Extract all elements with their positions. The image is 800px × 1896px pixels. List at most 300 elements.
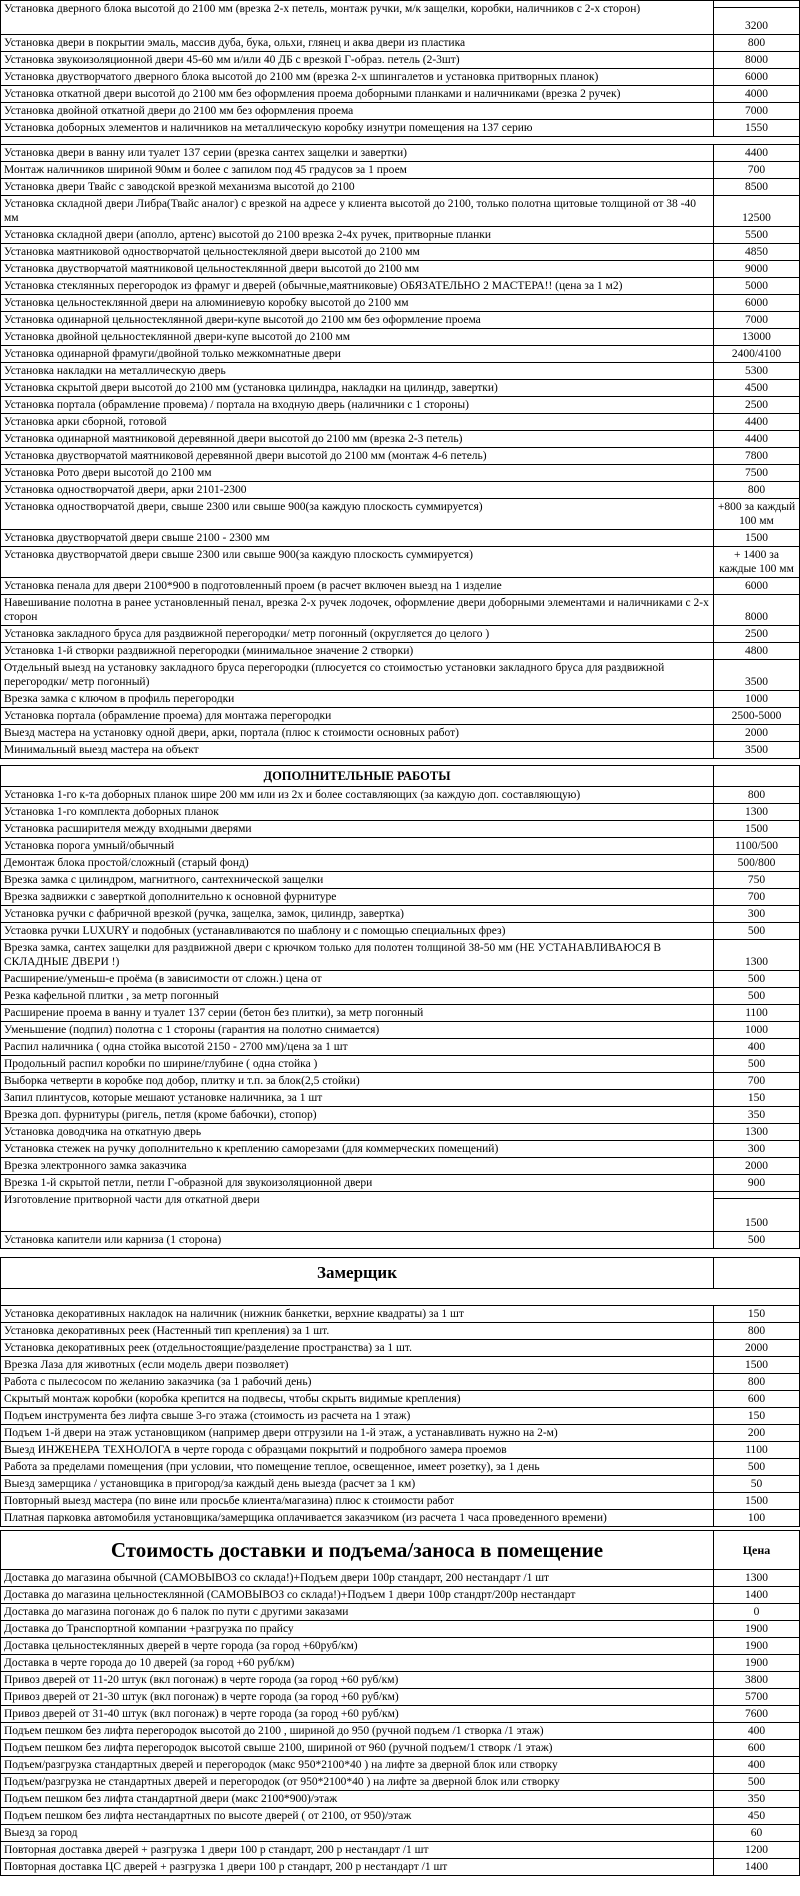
price-value: 300 [747, 1143, 766, 1155]
price-cell [714, 1232, 799, 1248]
price-value: 2400/4100 [731, 348, 782, 360]
section-delivery [0, 1530, 800, 1876]
service-description: Врезка Лаза для животных (если модель двери позволяет) [1, 1357, 714, 1373]
price-value: 5000 [745, 280, 768, 292]
price-cell [714, 821, 799, 837]
price-value: 2000 [745, 1342, 768, 1354]
price-cell [714, 312, 799, 328]
table-row [0, 1757, 800, 1774]
price-cell [714, 1425, 799, 1441]
section-header-measurer [0, 1258, 800, 1289]
table-row [0, 1158, 800, 1175]
price-cell [714, 278, 799, 294]
price-cell [714, 595, 799, 625]
table-row [0, 227, 800, 244]
price-value: 2500-5000 [731, 710, 782, 722]
table-row [0, 145, 800, 162]
price-value: 800 [747, 789, 766, 801]
table-row [0, 708, 800, 725]
price-value: 2000 [745, 727, 768, 739]
price-value: 1550 [745, 122, 768, 134]
table-row [0, 295, 800, 312]
service-description: Установка декоративных накладок на наличник (нижник банкетки, верхние квадраты) за 1 шт [1, 1306, 714, 1322]
price-cell [714, 971, 799, 987]
price-value: 1100 [745, 1444, 768, 1456]
price-value: 500 [747, 1776, 766, 1788]
table-row [0, 346, 800, 363]
price-cell [714, 1476, 799, 1492]
table-row [0, 35, 800, 52]
price-cell [714, 725, 799, 741]
table-row [0, 1859, 800, 1876]
price-value: 700 [747, 1075, 766, 1087]
price-cell [714, 1808, 799, 1824]
service-description: Подъем/разгрузка не стандартных дверей и перегородок (от 950*2100*40 ) на лифте за дверной блок или створку [1, 1774, 714, 1790]
price-cell [714, 227, 799, 243]
table-row [0, 1323, 800, 1340]
price-value: 1200 [745, 1844, 768, 1856]
service-description: Установка складной двери Либра(Твайс аналог) с врезкой на адресе у клиента высотой до 2100, только полотна щитовые толщиной от 38 -40 мм [1, 196, 714, 226]
service-description: Уменьшение (подпил) полотна с 1 стороны (гарантия на полотно снимается) [1, 1022, 714, 1038]
service-description: Платная парковка автомобиля установщика/замерщика оплачивается заказчиком (из расчета 1 часа проведенного времени) [1, 1510, 714, 1526]
table-row [0, 1510, 800, 1527]
service-description: Установка цельностеклянной двери на алюминиевую коробку высотой до 2100 мм [1, 295, 714, 311]
price-cell [714, 448, 799, 464]
price-value: 8500 [745, 181, 768, 193]
table-row [0, 1638, 800, 1655]
price-cell [714, 499, 799, 529]
price-value: 500 [747, 973, 766, 985]
service-description: Установка двери Твайс с заводской врезкой механизма высотой до 2100 [1, 179, 714, 195]
price-value: 350 [747, 1793, 766, 1805]
price-value: 7500 [745, 467, 768, 479]
price-cell [714, 1141, 799, 1157]
service-description: Установка портала (обрамление проема) для монтажа перегородки [1, 708, 714, 724]
price-cell [714, 1706, 799, 1722]
price-cell [714, 363, 799, 379]
table-row [0, 1141, 800, 1158]
price-value: 500 [747, 990, 766, 1002]
price-value: 3800 [745, 1674, 768, 1686]
price-cell [714, 295, 799, 311]
price-cell [714, 346, 799, 362]
service-description: Продольный распил коробки по ширине/глубине ( одна стойка ) [1, 1056, 714, 1072]
table-row [0, 1493, 800, 1510]
table-row [0, 1374, 800, 1391]
price-cell [714, 988, 799, 1004]
service-description: Привоз дверей от 31-40 штук (вкл погонаж) в черте города (за город +60 руб/км) [1, 1706, 714, 1722]
price-cell [714, 1723, 799, 1739]
price-value: 150 [747, 1410, 766, 1422]
price-cell [714, 103, 799, 119]
price-cell [714, 1442, 799, 1458]
price-value: 200 [747, 1427, 766, 1439]
service-description: Доставка до магазина обычной (САМОВЫВОЗ со склада!)+Подъем двери 100р стандарт, 200 нестандарт /1 шт [1, 1570, 714, 1586]
table-row [0, 1689, 800, 1706]
table-row [0, 855, 800, 872]
service-description: Работа с пылесосом по желанию заказчика (за 1 рабочий день) [1, 1374, 714, 1390]
table-row [0, 1706, 800, 1723]
price-cell [714, 1056, 799, 1072]
service-description: Подъем пешком без лифта перегородок высотой до 2100 , шириной до 950 (ручной подъем /1 створка /1 этаж) [1, 1723, 714, 1739]
price-cell [714, 1510, 799, 1526]
table-row [0, 196, 800, 227]
price-cell [714, 1374, 799, 1390]
table-row [0, 547, 800, 578]
price-value: 1000 [745, 693, 768, 705]
price-value: 150 [747, 1308, 766, 1320]
price-cell [714, 35, 799, 51]
service-description: Установка скрытой двери высотой до 2100 мм (установка цилиндра, накладки на цилиндр, завертки) [1, 380, 714, 396]
table-row [0, 804, 800, 821]
service-description: Доставка в черте города до 10 дверей (за город +60 руб/км) [1, 1655, 714, 1671]
table-row [0, 821, 800, 838]
service-description: Подъем пешком без лифта стандартной двери (макс 2100*900)/этаж [1, 1791, 714, 1807]
price-value: 1000 [745, 1024, 768, 1036]
service-description: Установка расширителя между входными дверями [1, 821, 714, 837]
service-description: Установка доборных элементов и наличников на металлическую коробку изнутри помещения на 137 серию [1, 120, 714, 136]
section-main [0, 0, 800, 759]
price-value: 300 [747, 908, 766, 920]
price-cell [714, 1192, 799, 1231]
price-cell [714, 1859, 799, 1875]
price-cell [714, 643, 799, 659]
service-description: Расширение проема в ванну и туалет 137 серии (бетон без плитки), за метр погонный [1, 1005, 714, 1021]
price-cell [714, 804, 799, 820]
price-cell [714, 1090, 799, 1106]
service-description: Установка дверного блока высотой до 2100 мм (врезка 2-х петель, монтаж ручки, м/к защелки, коробки, наличников с 2-х сторон) [1, 1, 714, 34]
service-description: Выезд за город [1, 1825, 714, 1841]
table-row [0, 1672, 800, 1689]
price-value: 1300 [745, 1126, 768, 1138]
table-row [0, 329, 800, 346]
price-value: 9000 [745, 263, 768, 275]
price-value: 7000 [745, 314, 768, 326]
service-description: Минимальный выезд мастера на объект [1, 742, 714, 758]
service-description: Повторная доставка дверей + разгрузка 1 двери 100 р стандарт, 200 р нестандарт /1 шт [1, 1842, 714, 1858]
price-cell [714, 1587, 799, 1603]
price-cell [714, 578, 799, 594]
price-value: 8000 [745, 611, 768, 623]
table-row [0, 1825, 800, 1842]
service-description: Установка декоративных реек (отдельностоящие/разделение пространства) за 1 шт. [1, 1340, 714, 1356]
price-value: 400 [747, 1759, 766, 1771]
table-row [0, 1192, 800, 1232]
price-value: 6000 [745, 71, 768, 83]
table-row [0, 578, 800, 595]
service-description: Монтаж наличников шириной 90мм и более с запилом под 45 градусов за 1 проем [1, 162, 714, 178]
price-value: 1400 [745, 1589, 768, 1601]
table-row [0, 1808, 800, 1825]
service-description: Доставка цельностеклянных дверей в черте города (за город +60руб/км) [1, 1638, 714, 1654]
service-description: Установка двустворчатого дверного блока высотой до 2100 мм (врезка 2-х шпингалетов и установка притворных планок) [1, 69, 714, 85]
service-description: Установка двустворчатой двери свыше 2300 или свыше 900(за каждую плоскость суммируется) [1, 547, 714, 577]
table-row [0, 660, 800, 691]
price-cell [714, 708, 799, 724]
table-row [0, 787, 800, 804]
price-cell [714, 120, 799, 136]
price-value: 8000 [745, 54, 768, 66]
service-description: Установка одностворчатой двери, свыше 2300 или свыше 900(за каждую плоскость суммируется) [1, 499, 714, 529]
price-value: 7600 [745, 1708, 768, 1720]
table-row [0, 988, 800, 1005]
table-row [0, 691, 800, 708]
table-row [0, 179, 800, 196]
service-description: Установка капители или карниза (1 сторона) [1, 1232, 714, 1248]
table-row [0, 742, 800, 759]
service-description: Установка одинарной фрамуги/двойной только межкомнатные двери [1, 346, 714, 362]
price-cell [714, 1570, 799, 1586]
service-description: Повторная доставка ЦС дверей + разгрузка 1 двери 100 р стандарт, 200 р нестандарт /1 шт [1, 1859, 714, 1875]
price-value: 1300 [745, 1572, 768, 1584]
price-cell [714, 162, 799, 178]
table-row [0, 1655, 800, 1672]
service-description: Подъем 1-й двери на этаж установщиком (например двери отгрузили на 1-й этаж, а устанавливать нужно на 2-м) [1, 1425, 714, 1441]
price-value: 1500 [745, 1495, 768, 1507]
table-row [0, 431, 800, 448]
table-row [0, 1476, 800, 1493]
price-cell [714, 1408, 799, 1424]
price-cell [714, 1825, 799, 1841]
service-description: Установка пенала для двери 2100*900 в подготовленный проем (в расчет включен выезд на 1 изделие [1, 578, 714, 594]
table-row [0, 1774, 800, 1791]
price-cell [714, 1638, 799, 1654]
service-description: Установка декоративных реек (Настенный тип крепления) за 1 шт. [1, 1323, 714, 1339]
table-row [0, 1039, 800, 1056]
table-row [0, 380, 800, 397]
service-description: Устаовка ручки LUXURY и подобных (устанавливаются по шаблону и с помощью специальных фрез) [1, 923, 714, 939]
service-description: Работа за пределами помещения (при условии, что помещение теплое, освещенное, имеет розетку), за 1 день [1, 1459, 714, 1475]
price-cell [714, 1493, 799, 1509]
price-value: 900 [747, 1177, 766, 1189]
service-description: Врезка замка с цилиндром, магнитного, сантехнической защелки [1, 872, 714, 888]
table-row [0, 278, 800, 295]
service-description: Доставка до магазина цельностеклянной (САМОВЫВОЗ со склада!)+Подъем 1 двери 100р стандрт/200р нестандарт [1, 1587, 714, 1603]
table-row [0, 940, 800, 971]
table-row [0, 872, 800, 889]
price-cell [714, 380, 799, 396]
price-cell [714, 1791, 799, 1807]
price-cell [714, 1124, 799, 1140]
price-cell [714, 145, 799, 161]
table-row [0, 414, 800, 431]
service-description: Установка порога умный/обычный [1, 838, 714, 854]
price-value: 1100/500 [734, 840, 779, 852]
service-description: Установка стежек на ручку дополнительно к креплению саморезами (для коммерческих помещений) [1, 1141, 714, 1157]
price-cell [714, 1391, 799, 1407]
price-value: 500 [747, 925, 766, 937]
table-row [0, 363, 800, 380]
service-description: Подъем/разгрузка стандартных дверей и перегородок (макс 950*2100*40 ) на лифте за дверной блок или створку [1, 1757, 714, 1773]
price-value: 100 [747, 1512, 766, 1524]
price-cell [714, 1689, 799, 1705]
price-value: 750 [747, 874, 766, 886]
service-description: Выборка четверти в коробке под добор, плитку и т.п. за блок(2,5 стойки) [1, 1073, 714, 1089]
table-row [0, 52, 800, 69]
price-cell [714, 431, 799, 447]
section-title: Замерщик [1, 1258, 714, 1288]
table-row [0, 1791, 800, 1808]
price-value: 4850 [745, 246, 768, 258]
price-cell [714, 1672, 799, 1688]
table-row [0, 482, 800, 499]
service-description: Установка ручки с фабричной врезкой (ручка, защелка, замок, цилиндр, завертка) [1, 906, 714, 922]
service-description: Установка двери в покрытии эмаль, массив дуба, бука, ольхи, глянец и аква двери из пластика [1, 35, 714, 51]
price-value: 600 [747, 1393, 766, 1405]
table-row [0, 595, 800, 626]
price-cell [714, 196, 799, 226]
table-row [0, 889, 800, 906]
price-cell [714, 889, 799, 905]
service-description: Установка звукоизоляционной двери 45-60 мм и/или 40 ДБ с врезкой Г-образ. петель (2-3шт) [1, 52, 714, 68]
price-value: +800 за каждый 100 мм [717, 501, 796, 527]
price-cell [714, 1039, 799, 1055]
price-value: 12500 [742, 212, 771, 224]
service-description: Навешивание полотна в ранее установленный пенал, врезка 2-х ручек лодочек, оформление двери доборными элементами и наличниками с 2-х сторон [1, 595, 714, 625]
table-row [0, 906, 800, 923]
price-cell [714, 691, 799, 707]
price-value: 800 [747, 37, 766, 49]
spacer-row [0, 1289, 800, 1306]
price-value: 600 [747, 1742, 766, 1754]
price-value: 6000 [745, 580, 768, 592]
price-value: 6000 [745, 297, 768, 309]
service-description: Запил плинтусов, которые мешают установке наличника, за 1 шт [1, 1090, 714, 1106]
price-value: 1500 [745, 1359, 768, 1371]
price-value: 5300 [745, 365, 768, 377]
price-cell [714, 397, 799, 413]
price-cell [714, 906, 799, 922]
service-description: Установка арки сборной, готовой [1, 414, 714, 430]
service-description: Выезд ИНЖЕНЕРА ТЕХНОЛОГА в черте города с образцами покрытий и подробного замера проемов [1, 1442, 714, 1458]
table-row [0, 1723, 800, 1740]
table-row [0, 465, 800, 482]
service-description: Установка складной двери (аполло, артенс) высотой до 2100 врезка 2-4х ручек, притворные планки [1, 227, 714, 243]
price-value: 1900 [745, 1657, 768, 1669]
price-value: 1500 [745, 532, 768, 544]
price-value: 4400 [745, 433, 768, 445]
price-column-header [714, 766, 799, 786]
table-row [0, 162, 800, 179]
price-value: 50 [750, 1478, 763, 1490]
service-description: Врезка доп. фурнитуры (ригель, петля (кроме бабочки), стопор) [1, 1107, 714, 1123]
table-row [0, 261, 800, 278]
service-description: Доставка до магазина погонаж до 6 палок по пути с другими заказами [1, 1604, 714, 1620]
price-value: + 1400 за каждые 100 мм [719, 549, 794, 575]
service-description: Доставка до Транспортной компании +разгрузка по прайсу [1, 1621, 714, 1637]
table-row [0, 1073, 800, 1090]
price-cell [714, 923, 799, 939]
price-cell [714, 1459, 799, 1475]
table-row [0, 1232, 800, 1249]
table-row [0, 626, 800, 643]
service-description: Изготовление притворной части для откатной двери [1, 1192, 714, 1231]
price-value: 60 [750, 1827, 763, 1839]
price-value: 1500 [745, 1217, 768, 1229]
service-description: Врезка замка, сантех защелки для раздвижной двери с крючком только для полотен толщиной 38-50 мм (НЕ УСТАНАВЛИВАЮСЯ В СКЛАДНЫЕ ДВЕРИ !) [1, 940, 714, 970]
price-cell [714, 626, 799, 642]
price-cell [714, 1175, 799, 1191]
table-row [0, 1306, 800, 1323]
section-title: ДОПОЛНИТЕЛЬНЫЕ РАБОТЫ [1, 766, 714, 786]
service-description: Врезка 1-й скрытой петли, петли Г-образной для звукоизоляционной двери [1, 1175, 714, 1191]
service-description: Подъем пешком без лифта перегородок высотой свыше 2100, шириной от 960 (ручной подъем/1 створк /1 этаж) [1, 1740, 714, 1756]
price-value: 400 [747, 1725, 766, 1737]
price-cell [714, 855, 799, 871]
table-row [0, 1391, 800, 1408]
table-row [0, 244, 800, 261]
price-cell [714, 1842, 799, 1858]
price-column-header [714, 1258, 799, 1288]
service-description: Распил наличника ( одна стойка высотой 2150 - 2700 мм)/цена за 1 шт [1, 1039, 714, 1055]
service-description: Установка двустворчатой маятниковой цельностеклянной двери высотой до 2100 мм [1, 261, 714, 277]
price-cell [714, 179, 799, 195]
service-description: Привоз дверей от 21-30 штук (вкл погонаж) в черте города (за город +60 руб/км) [1, 1689, 714, 1705]
price-value: 13000 [742, 331, 771, 343]
price-cell [714, 52, 799, 68]
service-description: Установка двустворчатой двери свыше 2100 - 2300 мм [1, 530, 714, 546]
table-row [0, 448, 800, 465]
service-description: Расширение/уменьш-е проёма (в зависимости от сложн.) цена от [1, 971, 714, 987]
price-cell [714, 1757, 799, 1773]
price-value: 5700 [745, 1691, 768, 1703]
price-cell [714, 1774, 799, 1790]
price-value: 4500 [745, 382, 768, 394]
table-row [0, 1357, 800, 1374]
price-cell [714, 547, 799, 577]
price-cell [714, 482, 799, 498]
price-value: 0 [753, 1606, 760, 1618]
price-cell [714, 1022, 799, 1038]
price-cell [714, 1655, 799, 1671]
service-description: Установка доводчика на откатную дверь [1, 1124, 714, 1140]
price-cell [714, 1604, 799, 1620]
table-row [0, 1005, 800, 1022]
price-cell [714, 838, 799, 854]
price-value: 3200 [745, 20, 768, 32]
price-value: 2500 [745, 399, 768, 411]
table-row [0, 1022, 800, 1039]
price-value: 7000 [745, 105, 768, 117]
price-value: 500 [747, 1461, 766, 1473]
price-value: 700 [747, 164, 766, 176]
price-value: 500 [747, 1234, 766, 1246]
table-row [0, 397, 800, 414]
price-value: 4000 [745, 88, 768, 100]
service-description: Установка 1-й створки раздвижной перегородки (минимальное значение 2 створки) [1, 643, 714, 659]
spacer-row [0, 137, 800, 145]
price-cell [714, 1323, 799, 1339]
table-row [0, 643, 800, 660]
service-description: Врезка замка с ключом в профиль перегородки [1, 691, 714, 707]
price-cell [714, 1621, 799, 1637]
price-cell [714, 787, 799, 803]
price-value: 5500 [745, 229, 768, 241]
service-description: Резка кафельной плитки , за метр погонный [1, 988, 714, 1004]
price-cell [714, 1107, 799, 1123]
table-row [0, 1124, 800, 1141]
price-value: 1900 [745, 1623, 768, 1635]
table-row [0, 312, 800, 329]
service-description: Демонтаж блока простой/сложный (старый фонд) [1, 855, 714, 871]
table-row [0, 1740, 800, 1757]
price-cell [714, 742, 799, 758]
price-value: 150 [747, 1092, 766, 1104]
price-value: 400 [747, 1041, 766, 1053]
table-row [0, 838, 800, 855]
table-row [0, 1570, 800, 1587]
price-cell [714, 86, 799, 102]
